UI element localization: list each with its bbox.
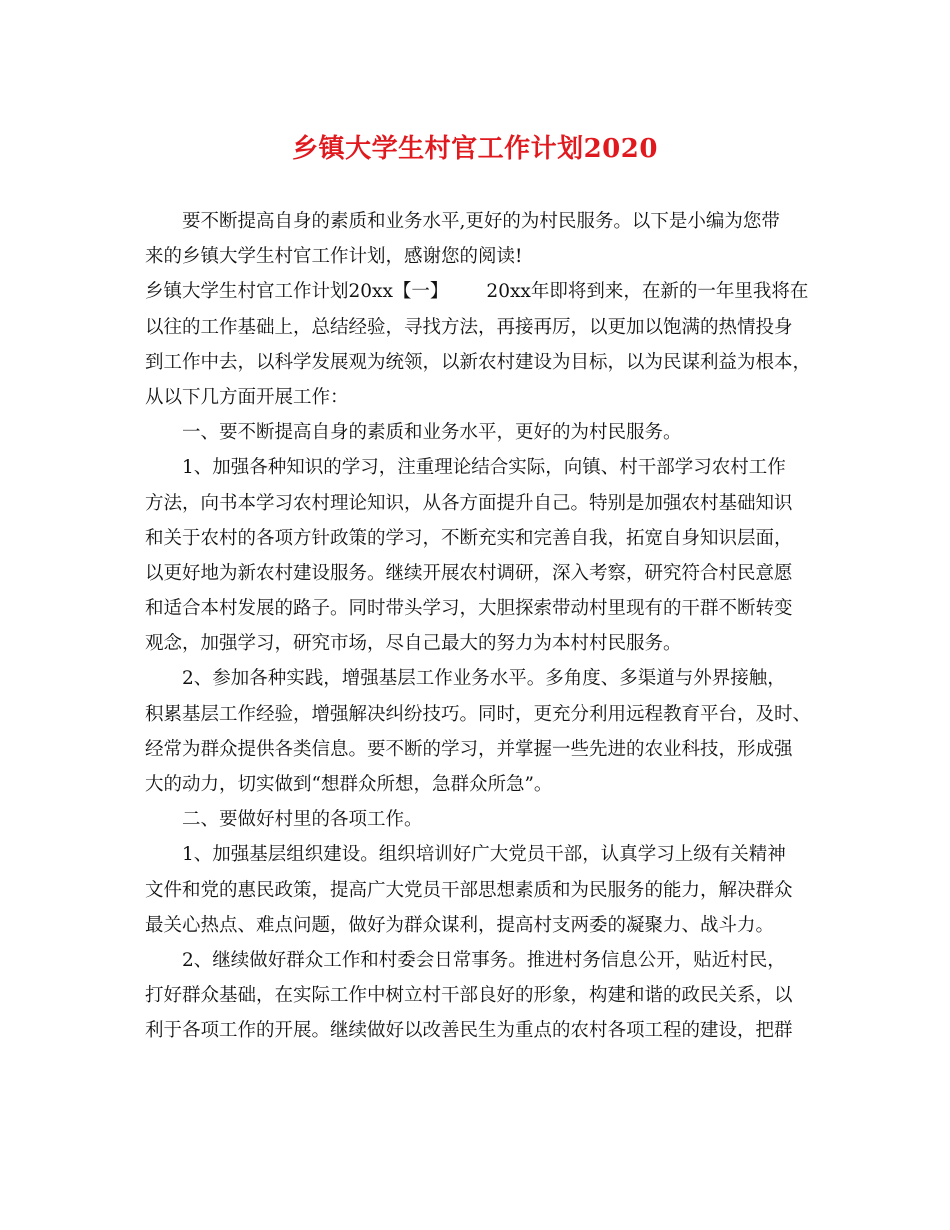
paragraph-line: 最关心热点、难点问题，做好为群众谋利，提高村支两委的凝聚力、战斗力。	[145, 914, 775, 936]
section-heading: 乡镇大学生村官工作计划20xx【一】	[145, 281, 449, 303]
paragraph-line: 1、加强基层组织建设。组织培训好广大党员干部，认真学习上级有关精神	[182, 844, 786, 866]
paragraph-line: 从以下几方面开展工作：	[145, 386, 349, 408]
paragraph-line: 2、继续做好群众工作和村委会日常事务。推进村务信息公开，贴近村民，	[182, 949, 786, 971]
paragraph-line: 观念，加强学习，研究市场，尽自己最大的努力为本村村民服务。	[145, 633, 682, 655]
paragraph-line: 文件和党的惠民政策，提高广大党员干部思想素质和为民服务的能力，解决群众	[145, 879, 793, 901]
paragraph-text: 20xx年即将到来，在新的一年里我将在	[486, 281, 809, 303]
paragraph-line: 大的动力，切实做到“想群众所想，急群众所急”。	[145, 774, 553, 795]
paragraph-line: 来的乡镇大学生村官工作计划，感谢您的阅读!	[145, 246, 523, 268]
paragraph-line: 积累基层工作经验，增强解决纠纷技巧。同时，更充分利用远程教育平台，及时、	[145, 703, 812, 725]
paragraph-line: 打好群众基础，在实际工作中树立村干部良好的形象，构建和谐的政民关系，以	[145, 985, 793, 1007]
paragraph-line	[145, 274, 813, 309]
paragraph-line: 要不断提高自身的素质和业务水平,更好的为村民服务。以下是小编为您带	[182, 211, 780, 232]
paragraph-line: 方法，向书本学习农村理论知识，从各方面提升自己。特别是加强农村基础知识	[145, 492, 793, 514]
paragraph-line: 二、要做好村里的各项工作。	[182, 809, 423, 831]
paragraph-line: 到工作中去，以科学发展观为统领，以新农村建设为目标，以为民谋利益为根本，	[145, 351, 812, 373]
paragraph-line: 和关于农村的各项方针政策的学习，不断充实和完善自我，拓宽自身知识层面，	[145, 527, 793, 549]
paragraph-line: 以往的工作基础上，总结经验，寻找方法，再接再厉，以更加以饱满的热情投身	[145, 316, 793, 338]
document-body	[145, 204, 813, 1049]
paragraph-line: 一、要不断提高自身的素质和业务水平，更好的为村民服务。	[182, 422, 682, 444]
paragraph-line: 1、加强各种知识的学习，注重理论结合实际，向镇、村干部学习农村工作	[182, 457, 786, 479]
paragraph-line: 以更好地为新农村建设服务。继续开展农村调研，深入考察，研究符合村民意愿	[145, 562, 793, 584]
paragraph-line: 和适合本村发展的路子。同时带头学习，大胆探索带动村里现有的干群不断转变	[145, 598, 793, 620]
paragraph-line: 经常为群众提供各类信息。要不断的学习，并掌握一些先进的农业科技，形成强	[145, 738, 793, 760]
paragraph-line: 利于各项工作的开展。继续做好以改善民生为重点的农村各项工程的建设，把群	[145, 1020, 793, 1042]
paragraph-line: 2、参加各种实践，增强基层工作业务水平。多角度、多渠道与外界接触，	[182, 668, 786, 690]
document-title: 乡镇大学生村官工作计划2020	[292, 134, 658, 164]
